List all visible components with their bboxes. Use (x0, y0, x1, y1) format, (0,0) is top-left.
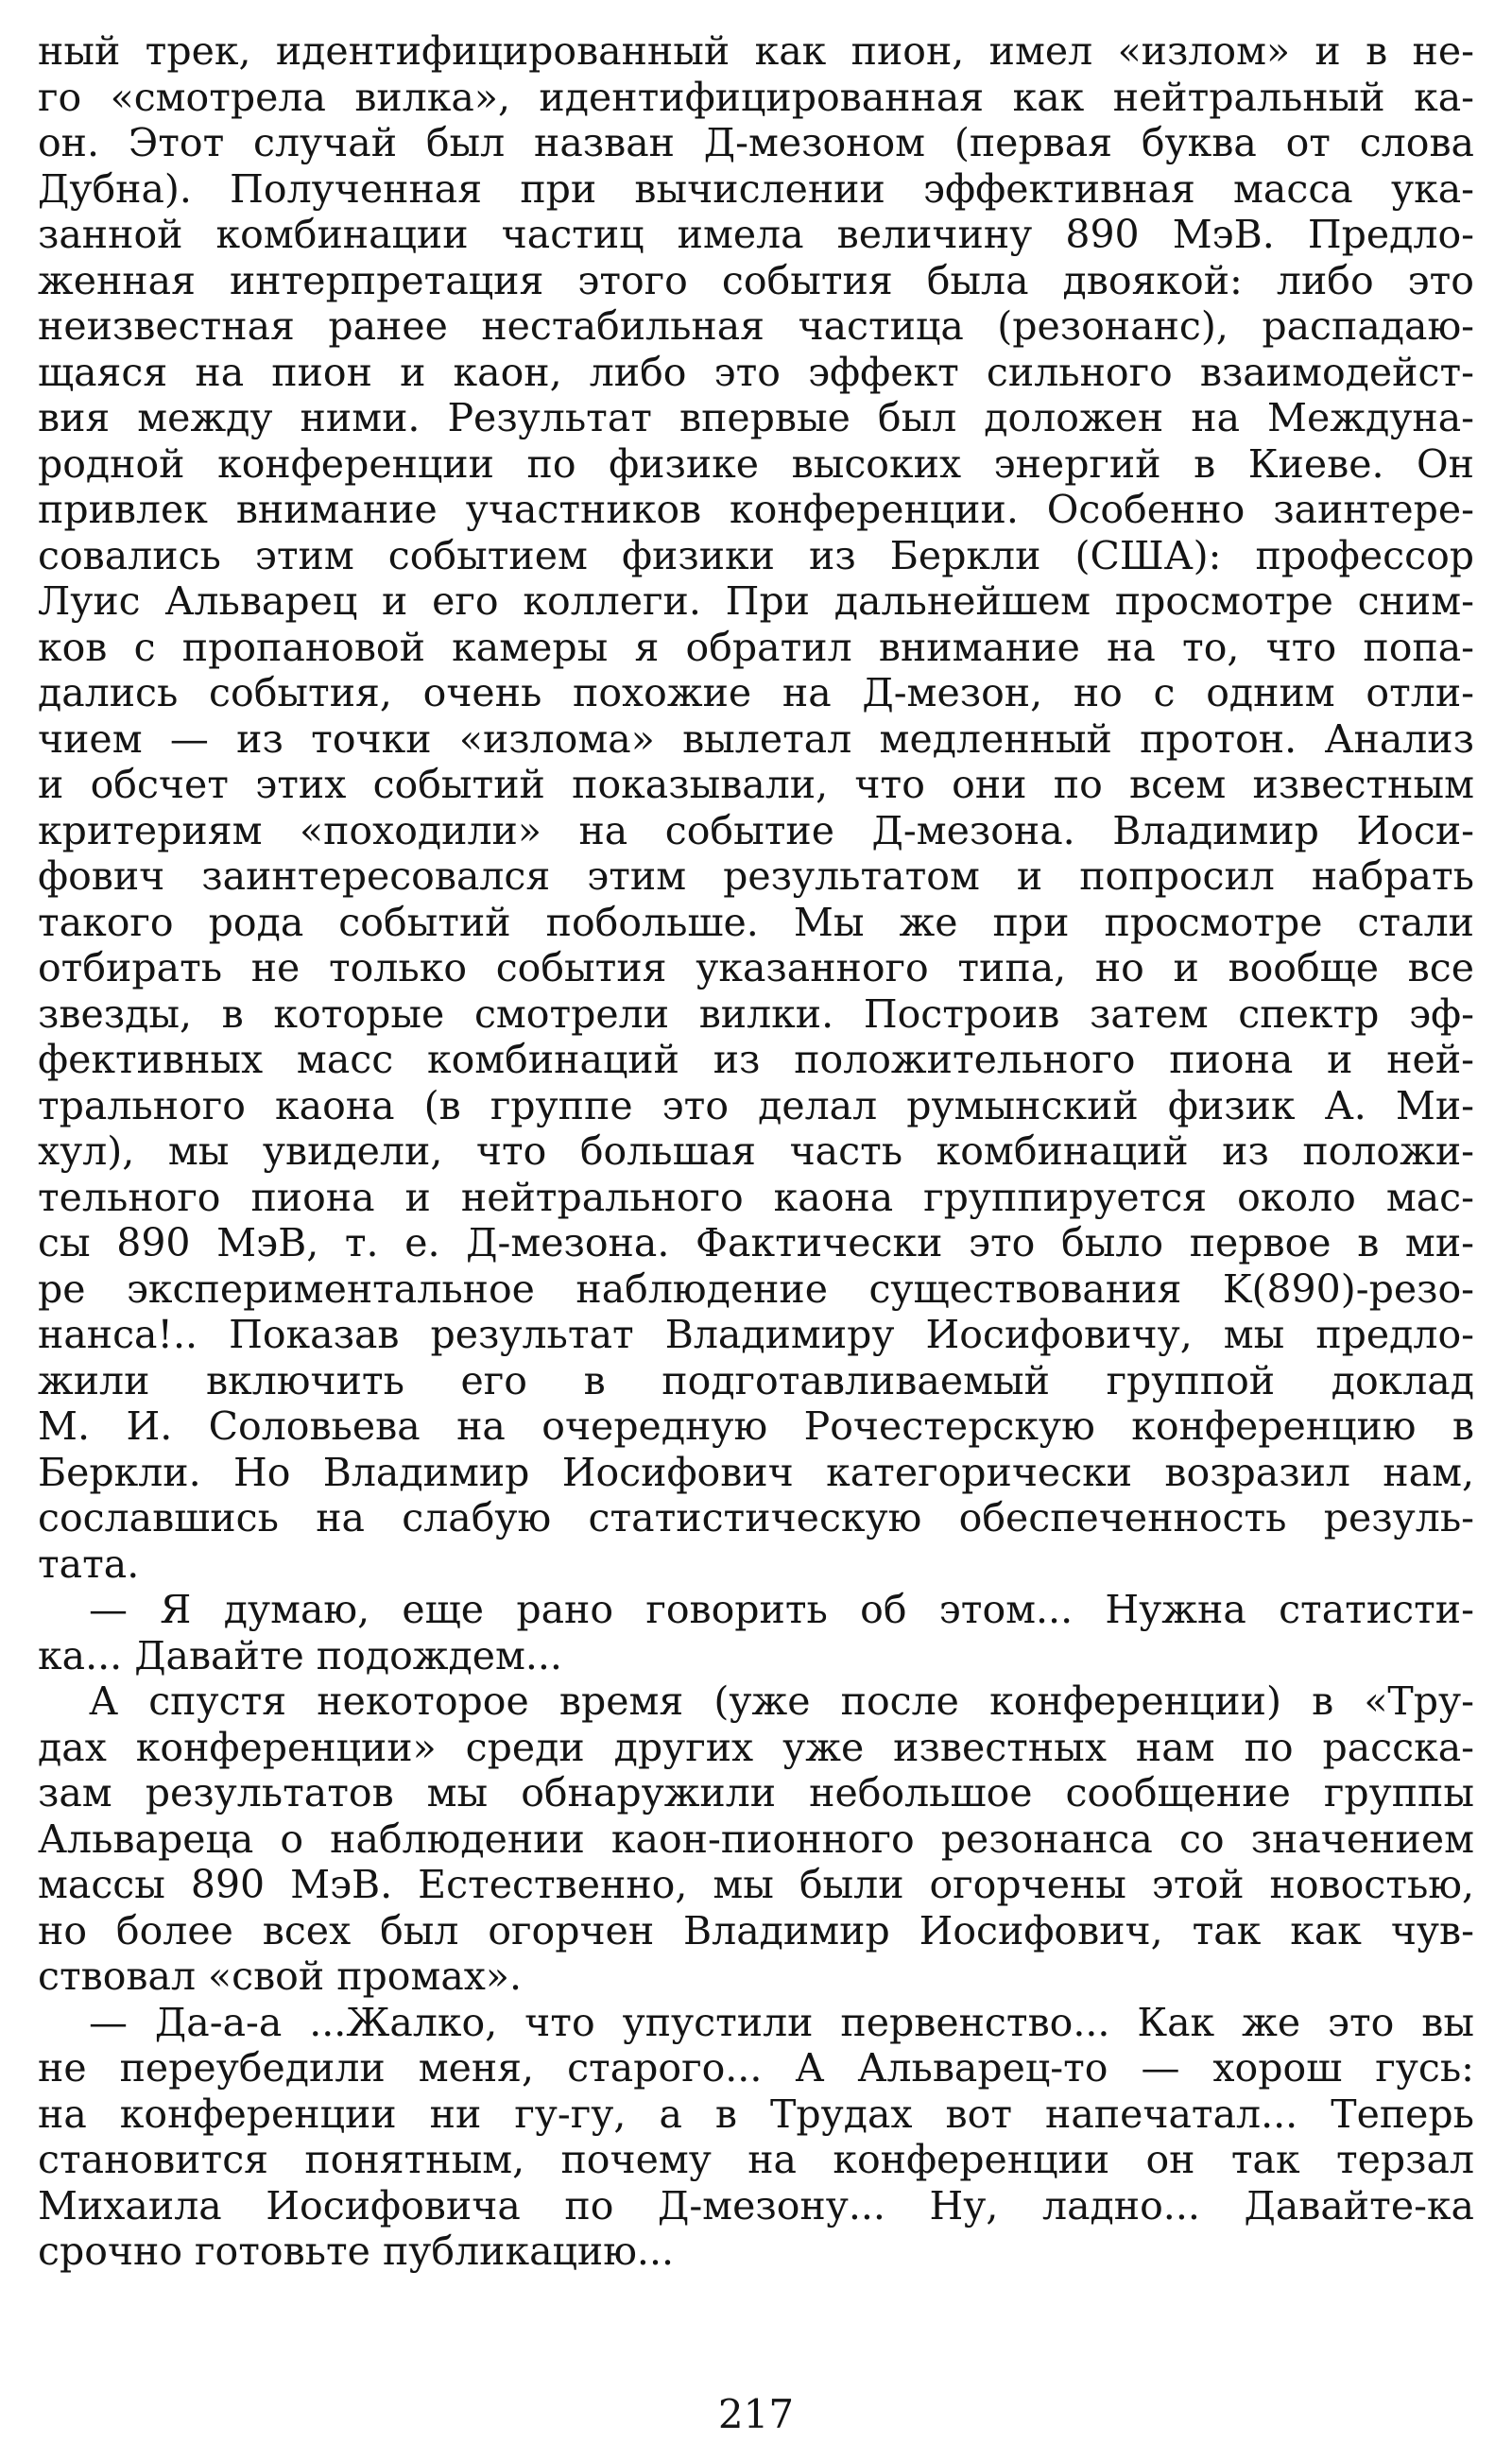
text-line: женная интерпретация этого события была двоякой: либо это (38, 257, 1474, 303)
text-line: привлек внимание участников конференции. Особенно заинтере- (38, 487, 1474, 532)
text-line: такого рода событий побольше. Мы же при просмотре стали (38, 899, 1474, 945)
text-line: сы 890 МэВ, т. е. Д-мезона. Фактически это было первое в ми- (38, 1220, 1474, 1265)
text-line: Альвареца о наблюдении каон-пионного резонанса со значением (38, 1816, 1474, 1862)
text-line: неизвестная ранее нестабильная частица (резонанс), распадаю- (38, 303, 1474, 349)
text-line: не переубедили меня, старого... А Альварец-то — хорош гусь: (38, 2045, 1474, 2091)
page-number: 217 (717, 2391, 795, 2437)
text-line: Михаила Иосифовича по Д-мезону... Ну, ладно... Давайте-ка (38, 2182, 1474, 2229)
text-line: на конференции ни гу-гу, а в Трудах вот напечатал... Теперь (38, 2091, 1474, 2137)
text-line: ствовал «свой промах». (38, 1953, 523, 1999)
text-line: жили включить его в подготавливаемый группой доклад (38, 1357, 1474, 1403)
text-line: чием — из точки «излома» вылетал медленный протон. Анализ (38, 715, 1474, 762)
text-line: Луис Альварец и его коллеги. При дальнейшем просмотре сним- (38, 578, 1474, 624)
text-line: отбирать не только события указанного типа, но и вообще все (38, 945, 1474, 990)
text-line: го «смотрела вилка», идентифицированная как нейтральный ка- (38, 74, 1474, 120)
text-line: звезды, в которые смотрели вилки. Построив затем спектр эф- (38, 990, 1474, 1037)
text-line: зам результатов мы обнаружили небольшое сообщение группы (38, 1770, 1474, 1816)
text-line: фективных масс комбинаций из положительного пиона и ней- (38, 1037, 1474, 1082)
text-line: но более всех был огорчен Владимир Иосифович, так как чув- (38, 1907, 1474, 1953)
text-line: тата. (38, 1540, 140, 1587)
paragraph-2 (38, 1587, 1474, 1678)
body-text (38, 28, 1474, 2275)
text-line: — Да-а-а ...Жалко, что упустили первенство... Как же это вы (89, 1999, 1474, 2045)
text-line: Дубна). Полученная при вычислении эффективная масса ука- (38, 165, 1474, 212)
text-line: щаяся на пион и каон, либо это эффект сильного взаимодейст- (38, 349, 1474, 395)
text-line: занной комбинации частиц имела величину 890 МэВ. Предло- (38, 212, 1474, 257)
text-line: совались этим событием физики из Беркли (США): профессор (38, 532, 1474, 578)
text-line: нанса!.. Показав результат Владимиру Иосифовичу, мы предло- (38, 1312, 1474, 1357)
text-line: становится понятным, почему на конференции он так терзал (38, 2137, 1474, 2182)
text-line: тельного пиона и нейтрального каона группируется около мас- (38, 1174, 1474, 1220)
text-line: он. Этот случай был назван Д-мезоном (первая буква от слова (38, 120, 1474, 165)
text-line: массы 890 МэВ. Естественно, мы были огорчены этой новостью, (38, 1862, 1474, 1907)
text-line: сославшись на слабую статистическую обеспеченность резуль- (38, 1495, 1474, 1540)
text-line: дах конференции» среди других уже известных нам по расска- (38, 1724, 1474, 1770)
text-line: Беркли. Но Владимир Иосифович категорически возразил нам, (38, 1449, 1474, 1495)
text-line: ре экспериментальное наблюдение существования K(890)-резо- (38, 1265, 1474, 1312)
text-line: ный трек, идентифицированный как пион, имел «излом» и в не- (38, 28, 1474, 74)
text-line: дались события, очень похожие на Д-мезон, но с одним отли- (38, 670, 1474, 715)
paragraph-1 (38, 28, 1474, 1587)
text-line: ка... Давайте подождем... (38, 1632, 562, 1678)
text-line: родной конференции по физике высоких энергий в Киеве. Он (38, 440, 1474, 487)
text-line: вия между ними. Результат впервые был доложен на Междуна- (38, 395, 1474, 440)
text-line: фович заинтересовался этим результатом и попросил набрать (38, 853, 1474, 899)
text-line: и обсчет этих событий показывали, что они по всем известным (38, 762, 1474, 807)
text-line: трального каона (в группе это делал румынский физик А. Ми- (38, 1082, 1474, 1128)
paragraph-3 (38, 1678, 1474, 2000)
text-line: ков с пропановой камеры я обратил внимание на то, что попа- (38, 624, 1474, 670)
paragraph-4 (38, 2000, 1474, 2275)
text-line: критериям «походили» на событие Д-мезона. Владимир Иоси- (38, 807, 1474, 853)
text-line: хул), мы увидели, что большая часть комбинаций из положи- (38, 1128, 1474, 1174)
text-line: М. И. Соловьева на очередную Рочестерскую конференцию в (38, 1403, 1474, 1449)
text-line: срочно готовьте публикацию... (38, 2229, 675, 2274)
text-line: А спустя некоторое время (уже после конференции) в «Тру- (89, 1678, 1474, 1724)
text-line: — Я думаю, еще рано говорить об этом... Нужна статисти- (89, 1587, 1474, 1632)
